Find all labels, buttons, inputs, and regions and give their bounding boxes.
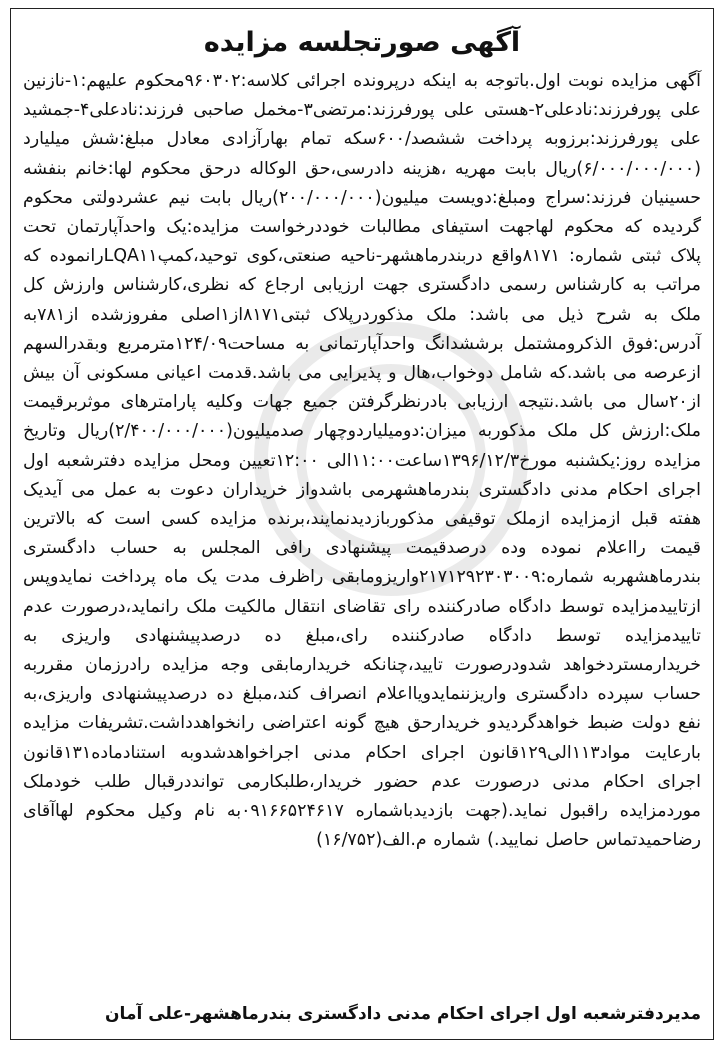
auction-notice [10,8,714,1040]
notice-signature: مدیردفترشعبه اول اجرای احکام مدنی دادگستری بندرماهشهر-علی آمان [105,1004,701,1024]
notice-title: آگهی صورتجلسه مزایده [203,27,521,58]
notice-body: آگهی مزایده نوبت اول.باتوجه به اینکه درپرونده اجرائی کلاسه:۹۶۰۳۰۲محکوم علیهم:۱-نازنین علی پورفرزند:نادعلی۲-هستی علی پورفرزند:مرتضی۳-مخمل صاحبی فرزند:نادعلی۴-جمشید علی پورفرزند:برزوبه پرداخت ششصد/۶۰۰سکه تمام بهارآزادی معادل مبلغ:شش میلیارد (۶/۰۰۰/۰۰۰/۰۰۰)ریال بابت مهریه ،هزینه دادرسی،حق الوکاله درحق محکوم لها:خانم بنفشه حسینیان فرزند:سراج ومبلغ:دویست میلیون(۲۰۰/۰۰۰/۰۰۰)ریال بابت نیم عشردولتی محکوم گردیده که محکوم لهاجهت استیفای مطالبات خوددرخواست مزایده:یک واحدآپارتمان تحت پلاک ثبتی شماره: ۸۱۷۱واقع دربندرماهشهر-ناحیه صنعتی،کوی توحید،کمپLQA۱۱رانموده که مراتب به کارشناس رسمی دادگستری جهت ارزیابی ارجاع که نظری،کارشناس وارزش کل ملک به شرح ذیل می باشد: ملک مذکوردرپلاک ثبتی۸۱۷۱از۱اصلی مفروزشده از۷۸۱به آدرس:فوق الذکرومشتمل برششدانگ واحدآپارتمانی به مساحت۱۲۴/۰۹مترمربع وبقدرالسهم ازعرصه می باشد.که شامل دوخواب،هال و پذیرایی می باشد.قدمت اعیانی مسکونی آن بیش از۲۰سال می باشد.نتیجه ارزیابی بادرنظرگرفتن جمیع جهات وکلیه پارامترهای موثربرقیمت ملک:ارزش کل ملک مذکوربه میزان:دومیلیاردوچهار صدمیلیون(۲/۴۰۰/۰۰۰/۰۰۰)ریال وتاریخ مزایده روز:یکشنبه مورخ۱۳۹۶/۱۲/۳ساعت۱۱:۰۰الی ۱۲:۰۰تعیین ومحل مزایده دفترشعبه اول اجرای احکام مدنی دادگستری بندرماهشهرمی باشدواز خریداران دعوت به عمل می آیدیک هفته قبل ازمزایده ازملک توقیفی مذکوربازدیدنمایند،برنده مزایده کسی است که بالاترین قیمت رااعلام نموده وده درصدقیمت پیشنهادی رافی المجلس به حساب دادگستری بندرماهشهربه شماره:۲۱۷۱۲۹۲۳۰۳۰۰۹واریزومابقی راظرف مدت یک ماه پرداخت نمایدوپس ازتاییدمزایده توسط دادگاه صادرکننده رای تقاضای انتقال مالکیت ملک رانماید،درصورت عدم تاییدمزایده توسط دادگاه صادرکننده رای،مبلغ ده درصدپیشنهادی واریزی به خریدارمستردخواهد شدودرصورت تایید،چنانکه خریدارمابقی وجه مزایده رادرزمان مقرربه حساب سپرده دادگستری واریزننمایدویااعلام انصراف کند،مبلغ ده درصدپیشنهادی واریزی،به نفع دولت ضبط خواهدگردیدو خریدارحق هیچ گونه اعتراضی رانخواهدداشت.تشریفات مزایده بارعایت مواد۱۱۳الی۱۲۹قانون اجرای احکام مدنی اجراخواهدشدوبه استنادماده۱۳۱قانون اجرای احکام مدنی درصورت عدم حضور خریدار،طلبکارمی توانددرقبال طلب خودملک موردمزایده راقبول نماید.(جهت بازدیدباشماره ۰۹۱۶۶۵۲۴۶۱۷به نام وکیل محکوم لهاآقای رضاحمیدتماس حاصل نمایید.) شماره م.الف(۱۶/۷۵۲) [23,71,702,851]
